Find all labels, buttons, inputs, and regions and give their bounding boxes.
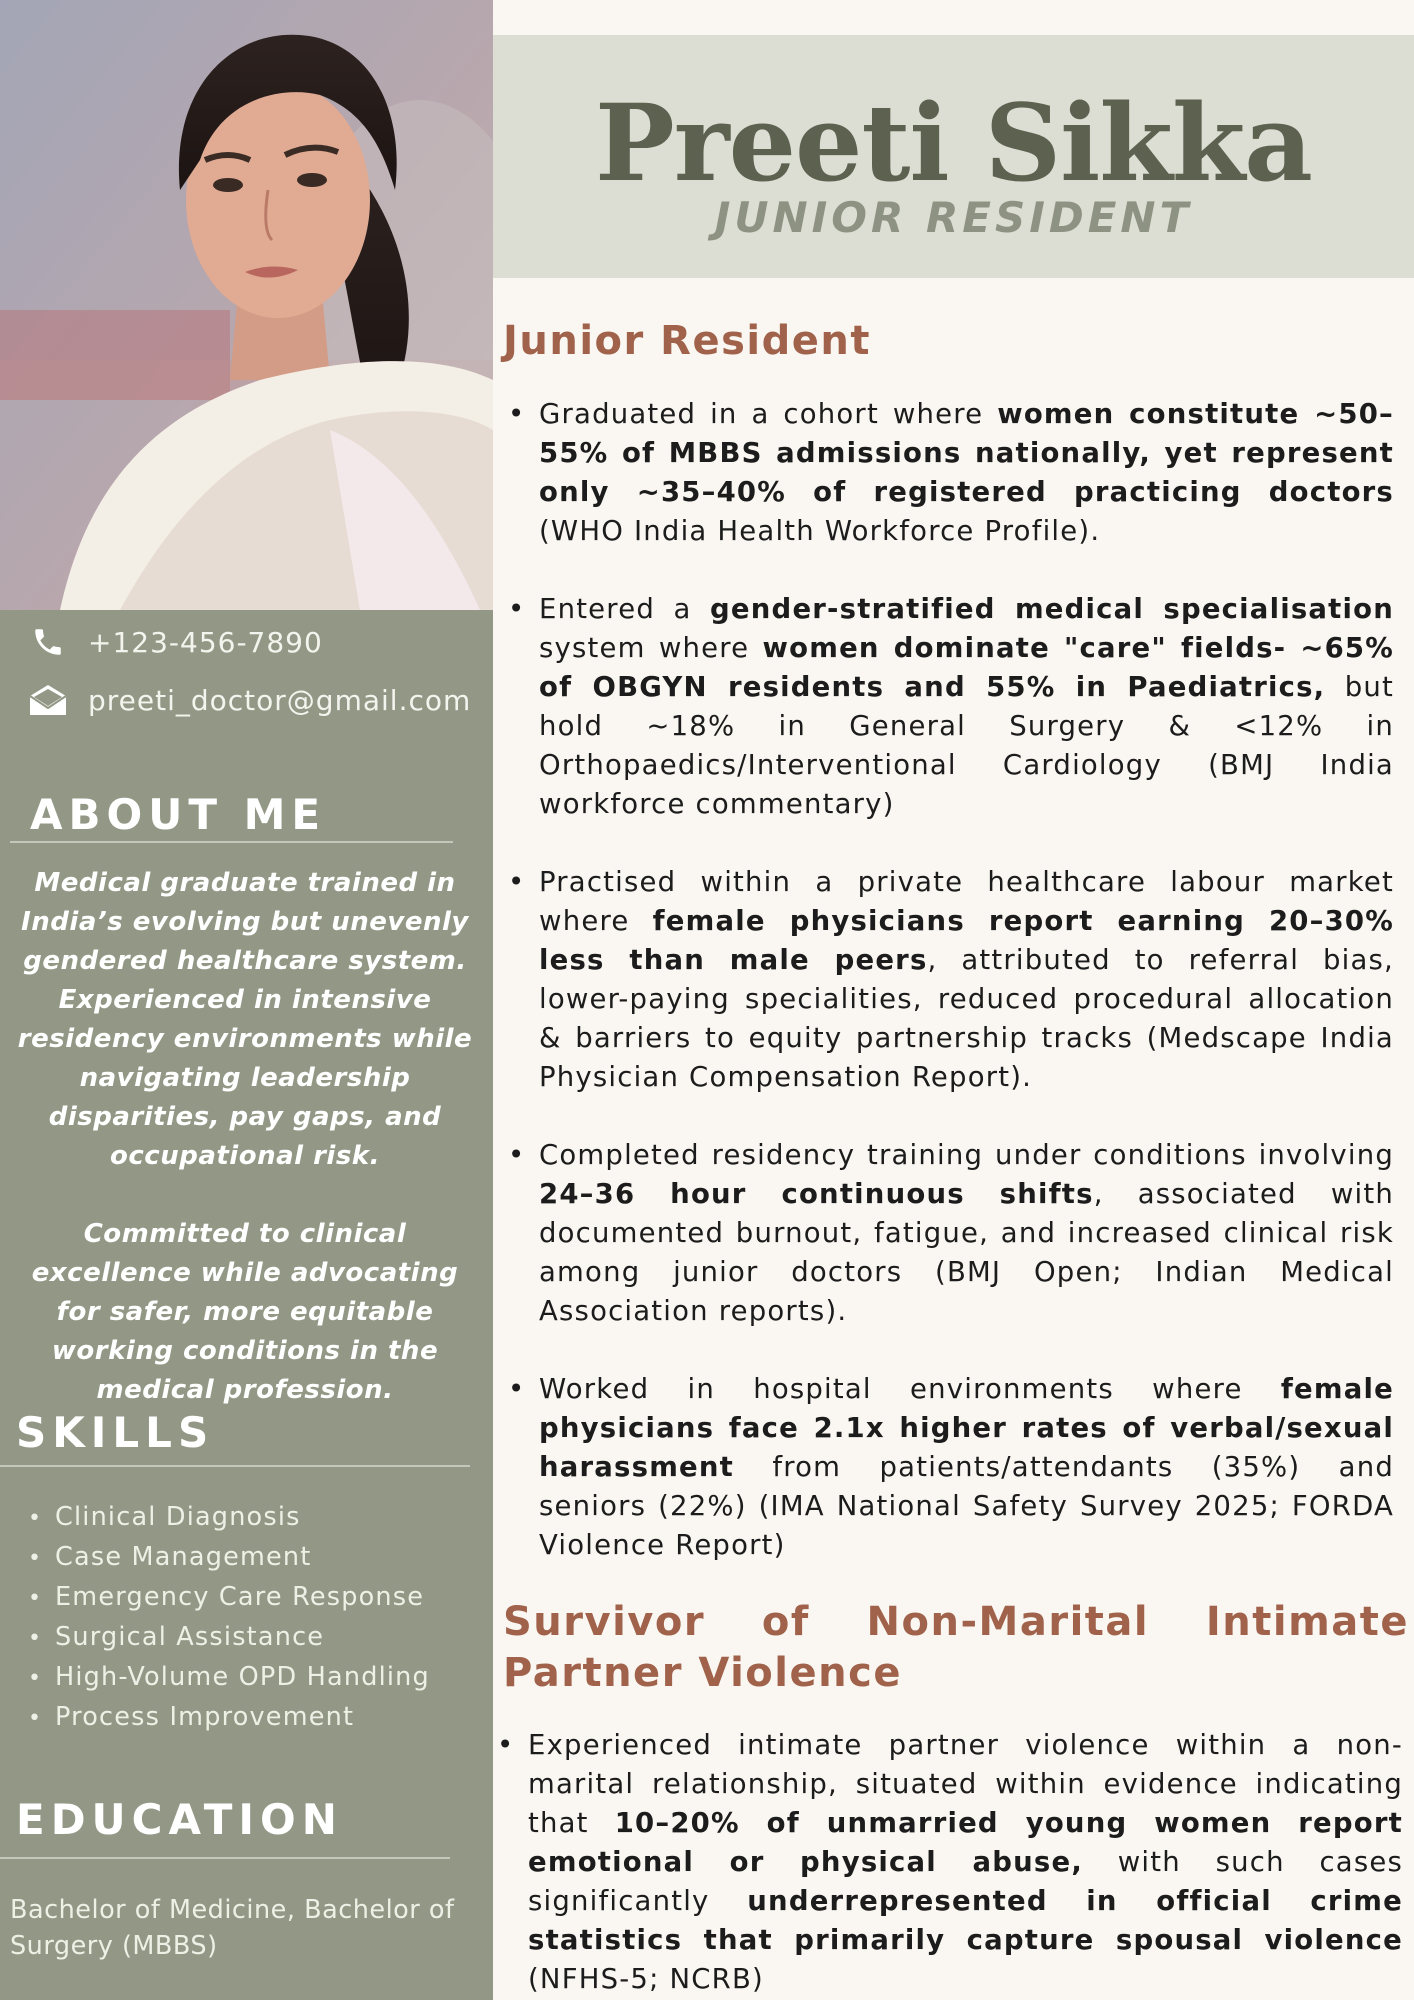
experience-bullet [508,863,1394,1097]
phone-icon [28,624,68,660]
bullet-text: from patients/attendants (35%) and seniors (22%) (IMA National Safety Survey 2025; FORDA Violence Report) [539,1451,1394,1561]
bullet-text: (NFHS-5; NCRB) [528,1963,764,1995]
bullet-text: but hold ~18% in General Surgery & <12% in Orthopaedics/Interventional Cardiology (BMJ India workforce commentary) [539,671,1394,820]
about-heading: ABOUT ME [30,790,327,839]
skill-item: • Emergency Care Response [28,1578,430,1618]
envelope-icon [28,682,68,718]
skill-item: • Clinical Diagnosis [28,1498,430,1538]
experience-bullet [508,395,1394,551]
experience-bullet [508,590,1394,824]
skill-item: • Process Improvement [28,1698,430,1738]
skill-item: • Case Management [28,1538,430,1578]
bullet-emphasis: women constitute ~50–55% of MBBS admissions nationally, yet represent only ~35–40% of registered practicing doctors [539,398,1394,508]
person-name: Preeti Sikka [595,80,1312,205]
bullet-emphasis: gender-stratified medical specialisation [710,593,1394,625]
bullet-emphasis: underrepresented in official crime statistics that primarily capture spousal violence [528,1885,1403,1956]
skill-item: • Surgical Assistance [28,1618,430,1658]
skills-divider [0,1465,470,1467]
survivor-bullet [497,1726,1403,1999]
bullet-emphasis: female physicians face 2.1x higher rates of verbal/sexual harassment [539,1373,1394,1483]
job-title: JUNIOR RESIDENT [714,193,1193,242]
about-divider [10,841,453,843]
education-heading: EDUCATION [16,1795,343,1844]
sidebar [0,0,493,2000]
bullet-text: (WHO India Health Workforce Profile). [539,515,1101,547]
bullet-emphasis: female physicians report earning 20–30% less than male peers [539,905,1395,976]
survivor-list [497,1726,1403,2000]
bullet-text: Practised within a private healthcare labour market where [539,866,1394,937]
bullet-text: Experienced intimate partner violence within a non-marital relationship, situated within evidence indicating that [528,1729,1403,1839]
experience-bullet [508,1136,1394,1331]
bullet-emphasis: 24–36 hour continuous shifts [539,1178,1094,1210]
email-contact [28,682,471,718]
education-divider [0,1857,450,1859]
bullet-text: , attributed to referral bias, lower-paying specialities, reduced procedural allocation & barriers to equity partnership tracks (Medscape India Physician Compensation Report). [539,944,1394,1093]
experience-list [508,395,1394,1604]
bullet-emphasis: women dominate "care" fields- ~65% of OBGYN residents and 55% in Paediatrics, [539,632,1394,703]
name-header [493,35,1414,278]
bullet-text: , associated with documented burnout, fatigue, and increased clinical risk among junior doctors (BMJ Open; Indian Medical Association reports). [539,1178,1394,1327]
bullet-text: system where [539,632,763,664]
phone-number: +123-456-7890 [88,625,323,659]
phone-contact [28,624,323,660]
skills-list [28,1498,430,1738]
bullet-text: Worked in hospital environments where [539,1373,1281,1405]
survivor-title: Survivor of Non-Marital Intimate Partner Violence [503,1599,1409,1696]
profile-photo [0,0,493,610]
about-paragraph: Medical graduate trained in India’s evolving but unevenly gendered healthcare system. Experienced in intensive residency environments while navigating leadership disparities, pay gaps, and occupational risk. [17,868,473,1171]
bullet-text: Graduated in a cohort where [539,398,998,430]
experience-title: Junior Resident [503,318,871,364]
about-paragraph: Committed to clinical excellence while advocating for safer, more equitable working conditions in the medical profession. [31,1219,459,1405]
about-text [10,864,480,1410]
education-degree: Bachelor of Medicine, Bachelor of Surgery (MBBS) [10,1895,455,1961]
bullet-emphasis: 10–20% of unmarried young women report emotional or physical abuse, [528,1807,1403,1878]
skill-item: • High-Volume OPD Handling [28,1658,430,1698]
bullet-text: Entered a [539,593,711,625]
experience-bullet [508,1370,1394,1565]
bullet-text: Completed residency training under conditions involving [539,1139,1394,1171]
bullet-text: with such cases significantly [528,1846,1403,1917]
skills-heading: SKILLS [16,1408,215,1457]
email-address: preeti_doctor@gmail.com [88,683,472,717]
